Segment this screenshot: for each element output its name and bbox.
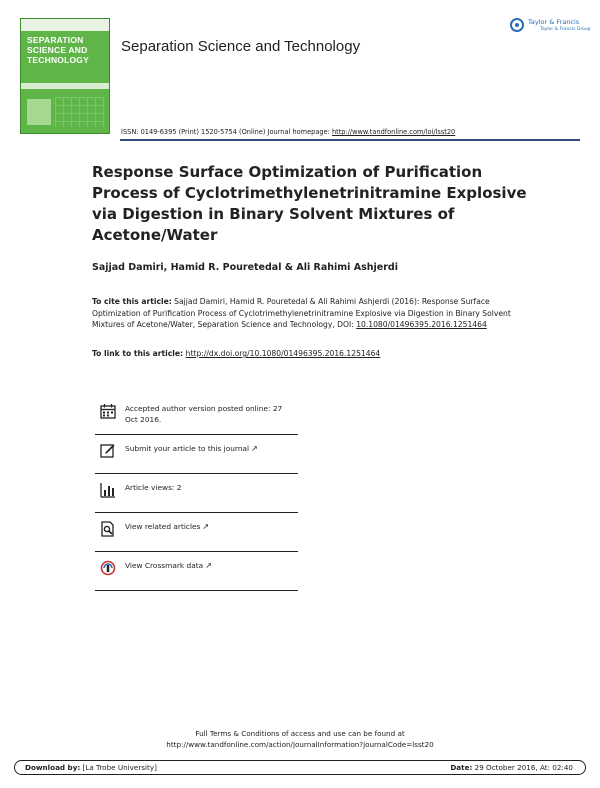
submit-icon: [99, 443, 117, 461]
crossmark-icon: [99, 560, 117, 578]
citation-text: Sajjad Damiri, Hamid R. Pouretedal & Ali Rahimi Ashjerdi (2016): Response Surface Optimization of Purification Process of Cyclotrimethylenetrinitramine Explosive via Digestion in Binary Solvent Mixtures of Acetone/Water, Separation Science and Technology, DOI:: [92, 297, 511, 330]
cover-graphic: [27, 99, 51, 125]
submit-article-row[interactable]: [95, 435, 298, 474]
search-doc-icon: [99, 521, 117, 539]
download-info-bar: [14, 760, 586, 775]
journal-homepage-link[interactable]: http://www.tandfonline.com/loi/lsst20: [331, 128, 456, 136]
article-doi-url[interactable]: http://dx.doi.org/10.1080/01496395.2016.1251464: [185, 349, 381, 358]
terms-of-use: [0, 728, 600, 750]
article-link-line: [92, 349, 380, 358]
accepted-version-text: Accepted author version posted online: 27 Oct 2016.: [125, 404, 283, 424]
external-link-icon: ↗: [251, 444, 258, 453]
downloaded-by-label: Download by:: [25, 763, 81, 772]
citation-label: To cite this article:: [92, 297, 172, 306]
publisher-logo[interactable]: [510, 16, 591, 38]
submit-article-link[interactable]: [125, 444, 295, 455]
terms-line-1: Full Terms & Conditions of access and use can be found at: [195, 729, 405, 738]
article-authors: Sajjad Damiri, Hamid R. Pouretedal & Ali Rahimi Ashjerdi: [92, 262, 398, 273]
header-rule: [120, 139, 580, 141]
citation-block: [92, 296, 522, 331]
issn-line: [121, 128, 455, 136]
download-date: [450, 763, 573, 772]
bar-chart-icon: [99, 482, 117, 500]
cover-top-strip: [21, 19, 109, 31]
related-articles-label: View related articles: [125, 522, 201, 531]
journal-cover-image: [20, 18, 110, 134]
cover-band: [21, 83, 109, 89]
publisher-logo-sub: Taylor & Francis Group: [540, 27, 591, 32]
terms-url[interactable]: http://www.tandfonline.com/action/journalInformation?journalCode=lsst20: [166, 740, 434, 749]
external-link-icon: ↗: [202, 522, 210, 531]
download-date-label: Date:: [450, 763, 473, 772]
related-articles-link[interactable]: [125, 522, 295, 533]
publisher-logo-name: Taylor & Francis: [528, 18, 580, 26]
crossmark-row[interactable]: [95, 552, 298, 591]
calendar-icon: [99, 403, 117, 421]
article-title: Response Surface Optimization of Purification Process of Cyclotrimethylenetrinitramine Explosive via Digestion in Binary Solvent Mixtures of Acetone/Water: [92, 163, 527, 244]
article-views-text: Article views: 2: [125, 483, 182, 492]
crossmark-link[interactable]: [125, 561, 295, 572]
downloaded-by-value: [La Trobe University]: [80, 763, 157, 772]
submit-article-label: Submit your article to this journal: [125, 444, 250, 453]
downloaded-by: [25, 763, 157, 772]
article-links-list: [95, 395, 298, 591]
cover-title: SEPARATION SCIENCE AND TECHNOLOGY: [27, 35, 89, 65]
article-link-label: To link to this article:: [92, 349, 186, 358]
related-articles-row[interactable]: [95, 513, 298, 552]
citation-doi-link[interactable]: 10.1080/01496395.2016.1251464: [356, 320, 487, 330]
cover-grid: [55, 97, 105, 127]
article-views-row: [95, 474, 298, 513]
external-link-icon: ↗: [205, 561, 212, 570]
issn-text: ISSN: 0149-6395 (Print) 1520-5754 (Online) Journal homepage:: [121, 128, 332, 136]
download-date-value: 29 October 2016, At: 02:40: [472, 763, 573, 772]
accepted-version-row: [95, 395, 298, 435]
journal-title[interactable]: Separation Science and Technology: [121, 38, 361, 55]
publisher-logo-icon: [510, 18, 524, 32]
crossmark-label: View Crossmark data: [125, 561, 204, 570]
